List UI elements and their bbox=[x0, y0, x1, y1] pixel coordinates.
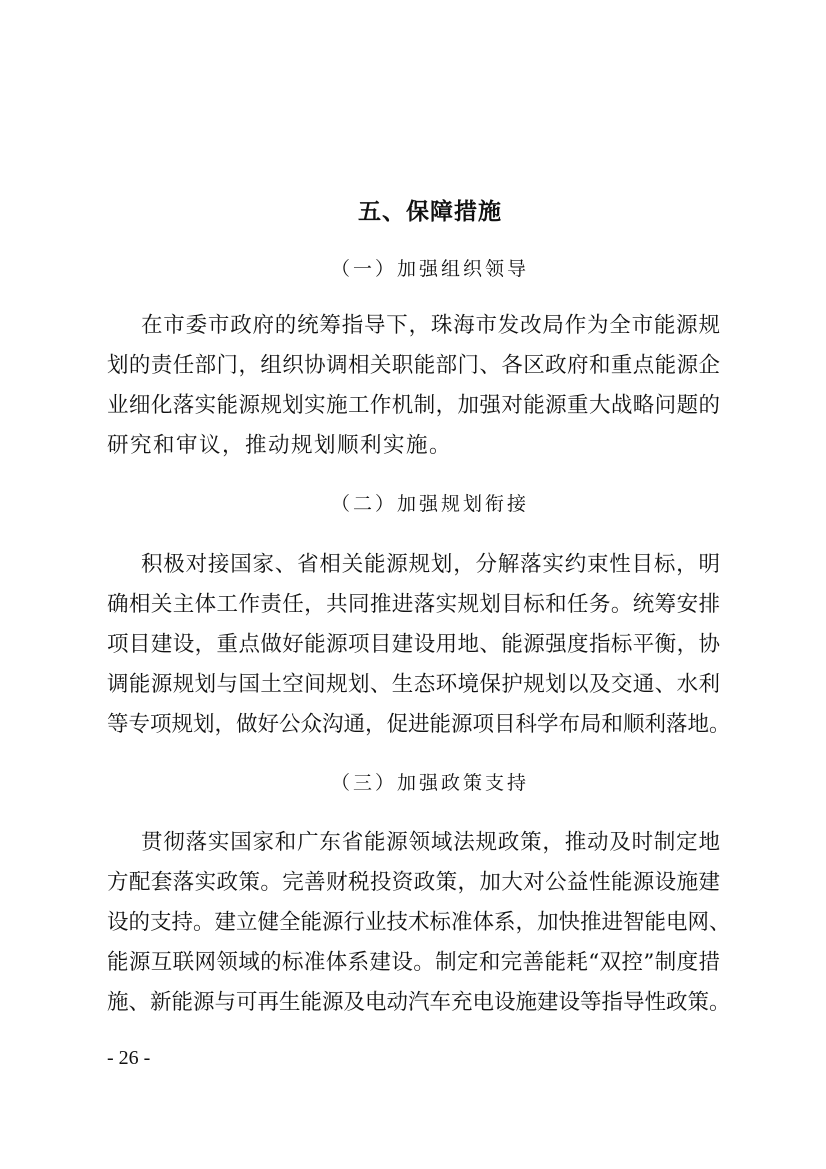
paragraph-line: 设的支持。建立健全能源行业技术标准体系，加快推进智能电网、 bbox=[107, 910, 731, 935]
paragraph-3 bbox=[107, 823, 731, 1023]
page-number: - 26 - bbox=[107, 1047, 151, 1069]
paragraph-line: 研究和审议，推动规划顺利实施。 bbox=[107, 433, 453, 458]
paragraph-line: 调能源规划与国土空间规划、生态环境保护规划以及交通、水利 bbox=[107, 672, 720, 697]
paragraph-line: 贯彻落实国家和广东省能源领域法规政策，推动及时制定地 bbox=[141, 830, 720, 855]
subsection-heading-1: （一）加强组织领导 bbox=[330, 258, 529, 280]
paragraph-line: 确相关主体工作责任，共同推进落实规划目标和任务。统筹安排 bbox=[107, 592, 720, 617]
paragraph-line: 业细化落实能源规划实施工作机制，加强对能源重大战略问题的 bbox=[107, 393, 720, 418]
paragraph-line: 在市委市政府的统筹指导下，珠海市发改局作为全市能源规 bbox=[141, 313, 720, 338]
paragraph-line: 划的责任部门，组织协调相关职能部门、各区政府和重点能源企 bbox=[107, 353, 720, 378]
paragraph-line: 方配套落实政策。完善财税投资政策，加大对公益性能源设施建 bbox=[107, 870, 720, 895]
paragraph-line: 施、新能源与可再生能源及电动汽车充电设施建设等指导性政策。 bbox=[107, 990, 731, 1015]
subsection-heading-2: （二）加强规划衔接 bbox=[330, 493, 529, 515]
paragraph-line: 积极对接国家、省相关能源规划，分解落实约束性目标，明 bbox=[141, 552, 720, 577]
paragraph-line: 等专项规划，做好公众沟通，促进能源项目科学布局和顺利落地。 bbox=[107, 712, 731, 737]
paragraph-line: 项目建设，重点做好能源项目建设用地、能源强度指标平衡，协 bbox=[107, 632, 720, 657]
subsection-heading-3: （三）加强政策支持 bbox=[330, 772, 529, 794]
paragraph-2 bbox=[107, 545, 731, 745]
paragraph-line: 能源互联网领域的标准体系建设。制定和完善能耗“双控”制度措 bbox=[107, 950, 720, 975]
paragraph-1 bbox=[107, 306, 720, 466]
section-title: 五、保障措施 bbox=[358, 199, 502, 225]
